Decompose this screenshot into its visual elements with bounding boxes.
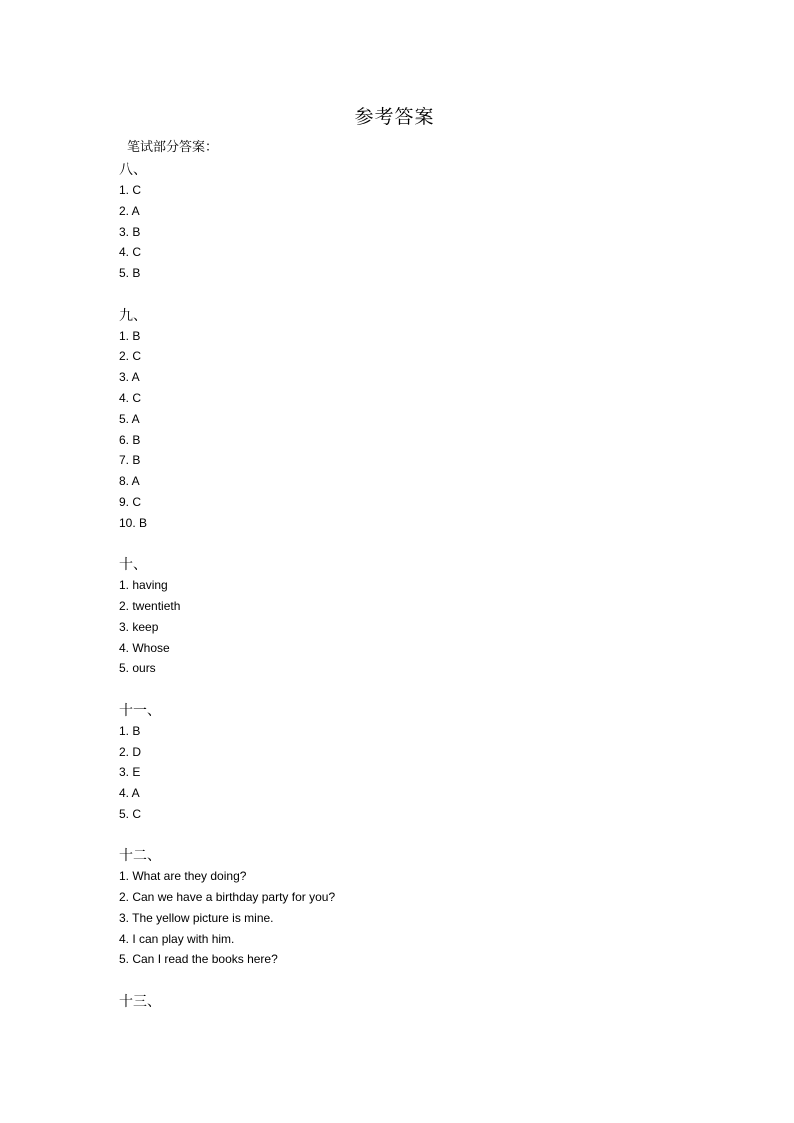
- answer-item: 6. B: [119, 432, 141, 447]
- answer-item: 5. Can I read the books here?: [119, 952, 278, 967]
- section-heading: 八、: [119, 162, 147, 178]
- answer-item: 1. having: [119, 578, 168, 593]
- answer-item: 5. A: [119, 411, 140, 426]
- section-heading: 十三、: [119, 993, 161, 1010]
- section-heading: 十一、: [119, 702, 161, 719]
- answer-item: 1. B: [119, 328, 141, 343]
- section-spacer: [119, 534, 679, 556]
- answer-item: 2. twentieth: [119, 598, 181, 613]
- answer-item: 4. A: [119, 786, 140, 801]
- answer-item: 10. B: [119, 515, 148, 530]
- answer-item: 2. D: [119, 744, 142, 759]
- answer-item: 9. C: [119, 494, 142, 509]
- answer-item: 1. C: [119, 183, 142, 197]
- section-heading: 十二、: [119, 848, 161, 865]
- answer-item: 1. B: [119, 723, 141, 738]
- answer-item: 2. C: [119, 349, 142, 364]
- answer-item: 1. What are they doing?: [119, 869, 247, 884]
- answer-item: 2. A: [119, 203, 140, 218]
- answer-sections: [119, 160, 679, 1012]
- answer-item: 5. ours: [119, 661, 156, 676]
- answer-item: 5. B: [119, 266, 141, 281]
- answer-section: [119, 306, 679, 534]
- section-spacer: [119, 970, 679, 992]
- answer-item: 3. A: [119, 370, 140, 385]
- page-title: 参考答案: [354, 106, 435, 128]
- answer-item: 4. Whose: [119, 640, 170, 655]
- section-heading: 十、: [119, 557, 147, 574]
- answer-section: [119, 701, 679, 825]
- answer-section: [119, 992, 679, 1012]
- answer-item: 4. C: [119, 245, 142, 260]
- answer-item: 3. The yellow picture is mine.: [119, 910, 274, 925]
- section-spacer: [119, 284, 679, 306]
- answer-section: [119, 555, 679, 679]
- answer-item: 4. C: [119, 390, 142, 405]
- answer-section: [119, 160, 679, 284]
- answer-section: [119, 846, 679, 970]
- answer-item: 3. E: [119, 765, 141, 780]
- answer-item: 3. keep: [119, 619, 159, 634]
- answer-item: 2. Can we have a birthday party for you?: [119, 890, 336, 905]
- answer-item: 5. C: [119, 806, 142, 821]
- answer-item: 7. B: [119, 453, 141, 468]
- section-spacer: [119, 679, 679, 701]
- answer-item: 4. I can play with him.: [119, 931, 235, 946]
- answer-item: 8. A: [119, 474, 140, 489]
- answer-item: 3. B: [119, 224, 141, 239]
- section-heading: 九、: [119, 307, 147, 324]
- page-subtitle: 笔试部分答案：: [127, 140, 219, 155]
- section-spacer: [119, 825, 679, 847]
